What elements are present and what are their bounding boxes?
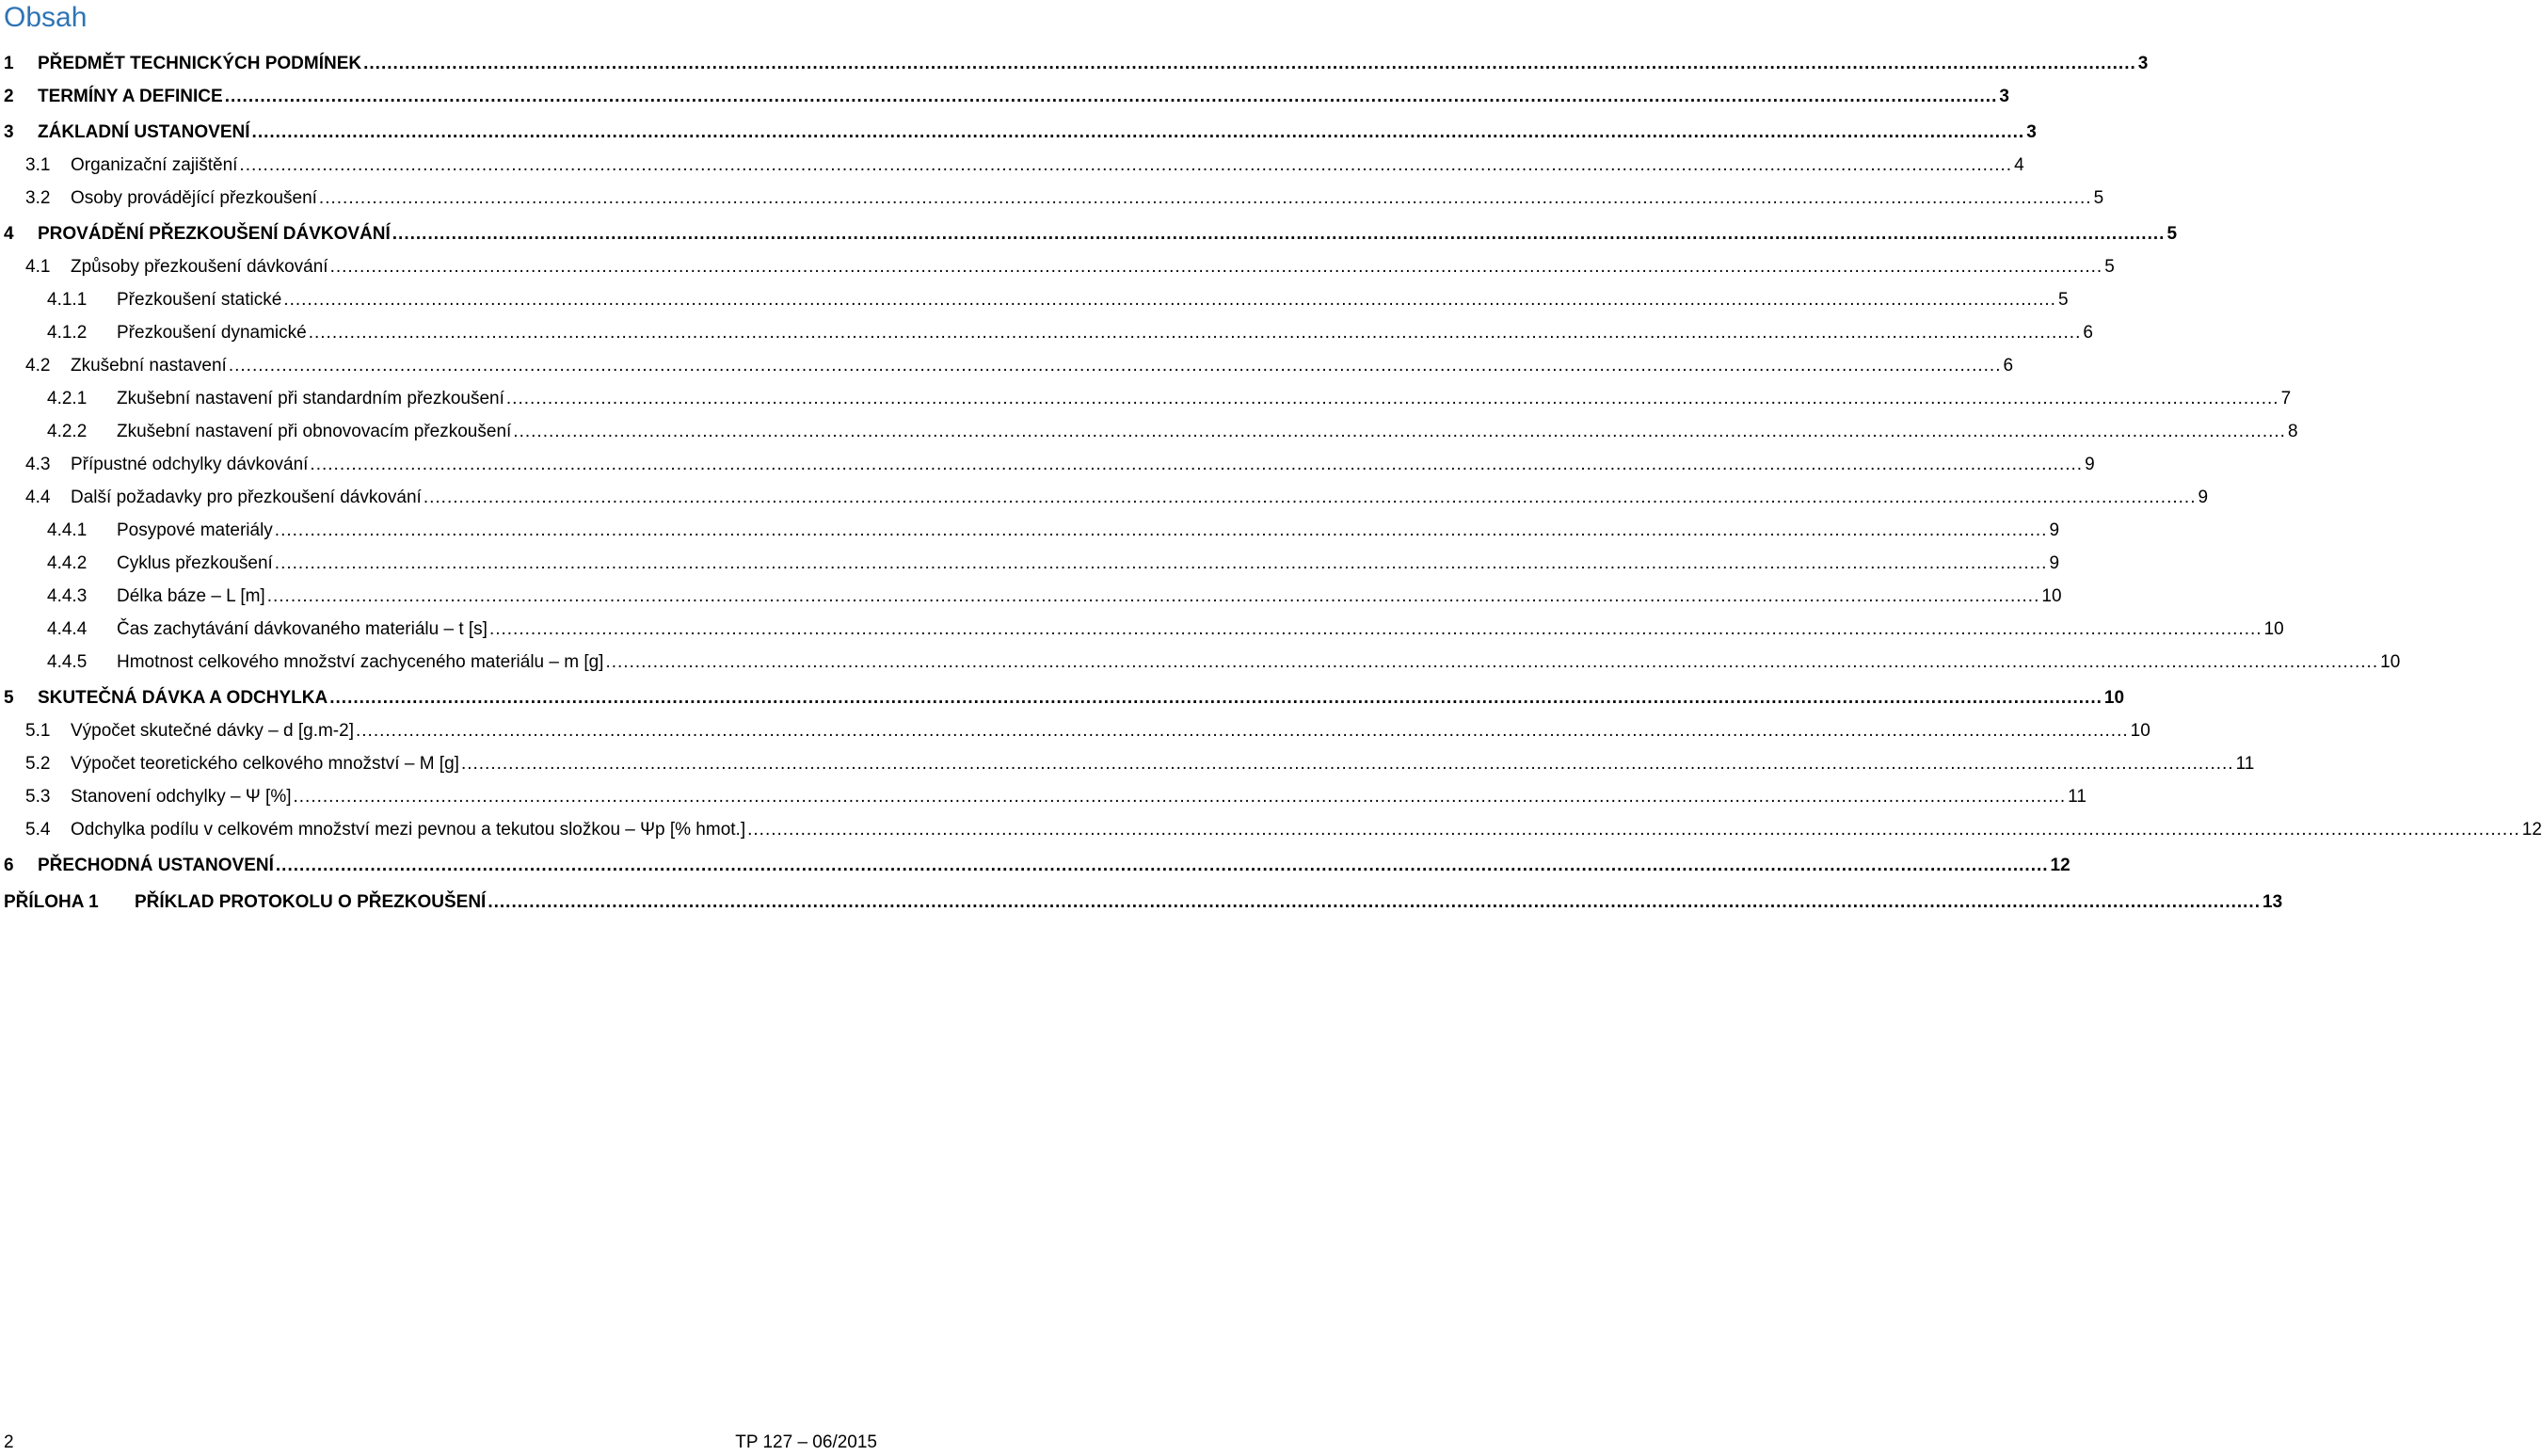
- toc-entry[interactable]: [4, 852, 2070, 880]
- toc-entry-page-number: 3: [2026, 122, 2037, 142]
- toc-entry-title: PŘECHODNÁ USTANOVENÍ: [38, 856, 274, 875]
- toc-entry-leader-dots: ............................................................................................................................................................................................................................................................................................................: [329, 688, 2102, 708]
- toc-entry-title: Posypové materiály: [117, 520, 273, 540]
- toc-entry-number: 4.4.1: [47, 520, 88, 540]
- toc-entry[interactable]: [47, 286, 2069, 314]
- toc-entry-page-number: 9: [2085, 455, 2095, 474]
- toc-entry-title: Organizační zajištění: [71, 155, 238, 175]
- toc-entry[interactable]: [25, 783, 2086, 811]
- toc-entry-number: 4.3: [25, 455, 51, 474]
- toc-entry-page-number: 12: [2050, 856, 2070, 875]
- toc-entry-title: PŘÍKLAD PROTOKOLU O PŘEZKOUŠENÍ: [135, 892, 487, 912]
- toc-entry-number: 4.2.2: [47, 422, 88, 441]
- toc-entry-title: Délka báze – L [m]: [117, 586, 265, 606]
- toc-entry-number: 1: [4, 54, 14, 73]
- toc-entry-number: 4.4: [25, 488, 51, 507]
- toc-entry[interactable]: [4, 50, 2149, 78]
- toc-entry-number: 4.1.1: [47, 290, 88, 310]
- toc-entry-title: Zkušební nastavení: [71, 356, 227, 376]
- toc-entry[interactable]: [47, 418, 2298, 446]
- toc-entry-page-number: 10: [2103, 688, 2125, 708]
- toc-entry-page-number: 5: [2104, 257, 2115, 277]
- toc-entry-title: Osoby provádějící přezkoušení: [71, 188, 317, 208]
- toc-entry-number: 4: [4, 224, 14, 244]
- toc-entry-number: 4.2.1: [47, 389, 88, 408]
- toc-entry-page-number: 13: [2262, 892, 2283, 912]
- toc-entry-page-number: 5: [2057, 290, 2069, 310]
- toc-entry-title: Přezkoušení dynamické: [117, 323, 307, 343]
- toc-entry-leader-dots: ............................................................................................................................................................................................................................................................................................................: [356, 721, 2129, 741]
- toc-entry-leader-dots: ............................................................................................................................................................................................................................................................................................................: [460, 754, 2234, 774]
- toc-entry-leader-dots: ............................................................................................................................................................................................................................................................................................................: [228, 356, 2002, 376]
- toc-entry-number: 5.4: [25, 820, 51, 840]
- toc-entry-title: SKUTEČNÁ DÁVKA A ODCHYLKA: [38, 688, 328, 708]
- toc-entry-title: Zkušební nastavení při standardním přezkoušení: [117, 389, 504, 408]
- toc-entry-leader-dots: ............................................................................................................................................................................................................................................................................................................: [423, 488, 2197, 507]
- toc-entry[interactable]: [4, 119, 2037, 147]
- toc-entry-leader-dots: ............................................................................................................................................................................................................................................................................................................: [251, 122, 2025, 142]
- toc-entry-title: Přezkoušení statické: [117, 290, 282, 310]
- toc-entry[interactable]: [4, 888, 2283, 917]
- toc-entry-number: 3.1: [25, 155, 51, 175]
- toc-entry-leader-dots: ............................................................................................................................................................................................................................................................................................................: [274, 553, 2048, 573]
- toc-entry[interactable]: [25, 816, 2542, 844]
- toc-entry-title: Zkušební nastavení při obnovovacím přezkoušení: [117, 422, 512, 441]
- toc-entry-number: PŘÍLOHA 1: [4, 892, 99, 912]
- toc-entry-number: 4.4.2: [47, 553, 88, 573]
- toc-entry-number: 2: [4, 87, 14, 106]
- toc-entry-title: PROVÁDĚNÍ PŘEZKOUŠENÍ DÁVKOVÁNÍ: [38, 224, 391, 244]
- toc-entry-title: Výpočet skutečné dávky – d [g.m-2]: [71, 721, 354, 741]
- toc-entry[interactable]: [25, 152, 2024, 180]
- toc-entry-page-number: 5: [2093, 188, 2104, 208]
- toc-entry-leader-dots: ............................................................................................................................................................................................................................................................................................................: [392, 224, 2166, 244]
- toc-entry-page-number: 10: [2263, 619, 2284, 639]
- toc-entry[interactable]: [25, 253, 2115, 281]
- toc-entry-leader-dots: ............................................................................................................................................................................................................................................................................................................: [310, 455, 2084, 474]
- toc-entry-number: 3: [4, 122, 14, 142]
- toc-entry-leader-dots: ............................................................................................................................................................................................................................................................................................................: [274, 520, 2048, 540]
- toc-entry-number: 5.2: [25, 754, 51, 774]
- toc-entry-leader-dots: ............................................................................................................................................................................................................................................................................................................: [283, 290, 2056, 310]
- toc-entry-leader-dots: ............................................................................................................................................................................................................................................................................................................: [239, 155, 2013, 175]
- toc-entry-number: 4.4.4: [47, 619, 88, 639]
- toc-entry-leader-dots: ............................................................................................................................................................................................................................................................................................................: [363, 54, 2136, 73]
- toc-entry-number: 4.4.3: [47, 586, 88, 606]
- toc-entry[interactable]: [4, 684, 2125, 712]
- toc-entry-page-number: 12: [2521, 820, 2542, 840]
- toc-entry-title: Způsoby přezkoušení dávkování: [71, 257, 328, 277]
- toc-entry-title: PŘEDMĚT TECHNICKÝCH PODMÍNEK: [38, 54, 362, 73]
- toc-entry[interactable]: [25, 184, 2104, 213]
- toc-entry-title: Odchylka podílu v celkovém množství mezi pevnou a tekutou složkou – Ψp [% hmot.]: [71, 820, 746, 840]
- toc-entry-leader-dots: ............................................................................................................................................................................................................................................................................................................: [605, 652, 2379, 672]
- toc-entry-number: 4.4.5: [47, 652, 88, 672]
- toc-entry-page-number: 9: [2049, 520, 2060, 540]
- toc-entry-page-number: 10: [2130, 721, 2150, 741]
- toc-entry[interactable]: [25, 717, 2150, 745]
- toc-entry[interactable]: [25, 451, 2095, 479]
- toc-entry-title: Cyklus přezkoušení: [117, 553, 273, 573]
- toc-entry-page-number: 4: [2014, 155, 2024, 175]
- toc-entry-page-number: 10: [2380, 652, 2401, 672]
- toc-entry-page-number: 9: [2049, 553, 2060, 573]
- toc-entry-page-number: 6: [2003, 356, 2014, 376]
- toc-entry-leader-dots: ............................................................................................................................................................................................................................................................................................................: [224, 87, 1998, 106]
- toc-entry-page-number: 6: [2083, 323, 2093, 343]
- toc-entry-number: 5.1: [25, 721, 51, 741]
- footer-document-id: TP 127 – 06/2015: [735, 1432, 877, 1452]
- toc-entry-number: 5: [4, 688, 14, 708]
- toc-entry-number: 3.2: [25, 188, 51, 208]
- footer-page-number: 2: [4, 1432, 14, 1452]
- toc-entry-leader-dots: ............................................................................................................................................................................................................................................................................................................: [266, 586, 2040, 606]
- toc-entry-leader-dots: ............................................................................................................................................................................................................................................................................................................: [293, 787, 2067, 807]
- toc-entry[interactable]: [47, 517, 2060, 545]
- toc-entry-title: Hmotnost celkového množství zachyceného materiálu – m [g]: [117, 652, 604, 672]
- toc-entry[interactable]: [47, 583, 2062, 611]
- toc-entry-leader-dots: ............................................................................................................................................................................................................................................................................................................: [488, 619, 2262, 639]
- toc-entry-title: Stanovení odchylky – Ψ [%]: [71, 787, 292, 807]
- toc-entry-leader-dots: ............................................................................................................................................................................................................................................................................................................: [747, 820, 2520, 840]
- toc-entry[interactable]: [47, 319, 2093, 347]
- toc-entry-title: ZÁKLADNÍ USTANOVENÍ: [38, 122, 250, 142]
- toc-entry[interactable]: [25, 484, 2209, 512]
- toc-entry-title: Přípustné odchylky dávkování: [71, 455, 309, 474]
- toc-entry[interactable]: [4, 220, 2178, 248]
- toc-entry[interactable]: [25, 750, 2255, 778]
- toc-entry-number: 4.1: [25, 257, 51, 277]
- toc-entry-number: 4.1.2: [47, 323, 88, 343]
- toc-entry[interactable]: [47, 550, 2060, 578]
- toc-entry-number: 5.3: [25, 787, 51, 807]
- toc-entry-title: Výpočet teoretického celkového množství – M [g]: [71, 754, 459, 774]
- toc-entry-page-number: 7: [2280, 389, 2292, 408]
- toc-entry[interactable]: [25, 352, 2014, 380]
- toc-entry[interactable]: [47, 616, 2284, 644]
- toc-entry-page-number: 10: [2041, 586, 2062, 606]
- toc-entry-page-number: 5: [2166, 224, 2178, 244]
- toc-entry-leader-dots: ............................................................................................................................................................................................................................................................................................................: [505, 389, 2279, 408]
- toc-entry-page-number: 9: [2198, 488, 2209, 507]
- page-title: Obsah: [4, 2, 88, 33]
- toc-entry-leader-dots: ............................................................................................................................................................................................................................................................................................................: [308, 323, 2082, 343]
- toc-entry-leader-dots: ............................................................................................................................................................................................................................................................................................................: [318, 188, 2092, 208]
- toc-entry-page-number: 11: [2068, 787, 2086, 807]
- toc-entry-leader-dots: ............................................................................................................................................................................................................................................................................................................: [488, 892, 2261, 912]
- toc-entry-title: Čas zachytávání dávkovaného materiálu – t [s]: [117, 619, 488, 639]
- toc-entry-leader-dots: ............................................................................................................................................................................................................................................................................................................: [329, 257, 2103, 277]
- toc-entry-leader-dots: ............................................................................................................................................................................................................................................................................................................: [513, 422, 2286, 441]
- toc-entry[interactable]: [47, 648, 2401, 677]
- toc-entry-page-number: 3: [1999, 87, 2009, 106]
- toc-entry-page-number: 8: [2287, 422, 2298, 441]
- toc-entry-title: TERMÍNY A DEFINICE: [38, 87, 223, 106]
- toc-entry-title: Další požadavky pro přezkoušení dávkování: [71, 488, 422, 507]
- toc-entry-number: 4.2: [25, 356, 51, 376]
- toc-entry[interactable]: [4, 83, 2009, 111]
- toc-entry-number: 6: [4, 856, 14, 875]
- toc-entry-page-number: 11: [2235, 754, 2255, 774]
- toc-entry[interactable]: [47, 385, 2292, 413]
- toc-entry-page-number: 3: [2137, 54, 2149, 73]
- toc-entry-leader-dots: ............................................................................................................................................................................................................................................................................................................: [275, 856, 2049, 875]
